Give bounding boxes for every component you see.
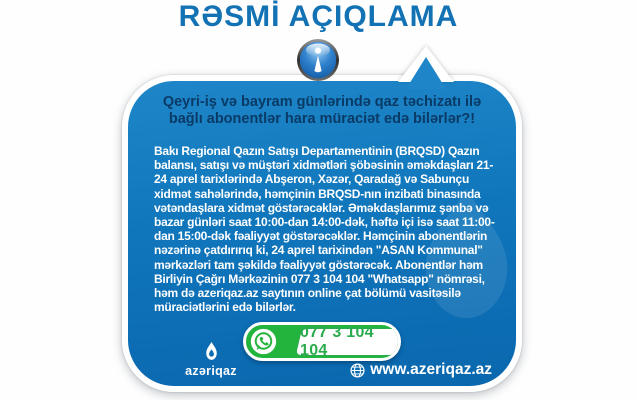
globe-icon — [350, 363, 365, 378]
body-text: Bakı Regional Qazın Satışı Departamentinin (BRQSD) Qazın balansı, satışı və müştəri xidmətləri şöbəsinin əməkdaşları 21-24 aprel tarixlərində Abşeron, Xəzər, Qaradağ və Sabunçu xidmət sahələrində, həmçinin BRQSD-nın inzibati binasında vətəndaşlara xidmət göstərəcəklər. Əməkdaşlarımız şənbə və bazar günləri saat 10:00-dan 14:00-dək, həftə içi isə saat 11:00-dan 15:00-dək fəaliyyət göstərəcəklər. Həmçinin abonentlərin nəzərinə çatdırırıq ki, 24 aprel tarixindən "ASAN Kommunal" mərkəzləri tam şəkildə fəaliyyət göstərəcək. Abonentlər həm Birliyin Çağrı Mərkəzinin 077 3 104 104 "Whatsapp" nömrəsi, həm də azeriqaz.az saytının online çat bölümü vasitəsilə müraciətlərini edə bilərlər. — [154, 144, 495, 315]
website-text: www.azeriqaz.az — [370, 361, 492, 378]
whatsapp-icon — [250, 328, 277, 355]
announcement-bubble — [122, 75, 522, 392]
page-title: RƏSMİ AÇIQLAMA — [178, 0, 459, 33]
info-icon — [296, 38, 340, 82]
whatsapp-button[interactable] — [243, 322, 401, 361]
whatsapp-phone-number: 077 3 104 104 — [300, 323, 374, 359]
brand-logo — [176, 342, 246, 378]
headline: Qeyri-iş və bayram günlərində qaz təchizatı ilə bağlı abonentlər hara müraciət edə bilərlər?! — [162, 94, 482, 127]
bubble-content — [128, 81, 516, 386]
website-link[interactable] — [350, 361, 492, 379]
flame-icon — [203, 342, 220, 363]
brand-name: azəriqaz — [185, 364, 237, 378]
